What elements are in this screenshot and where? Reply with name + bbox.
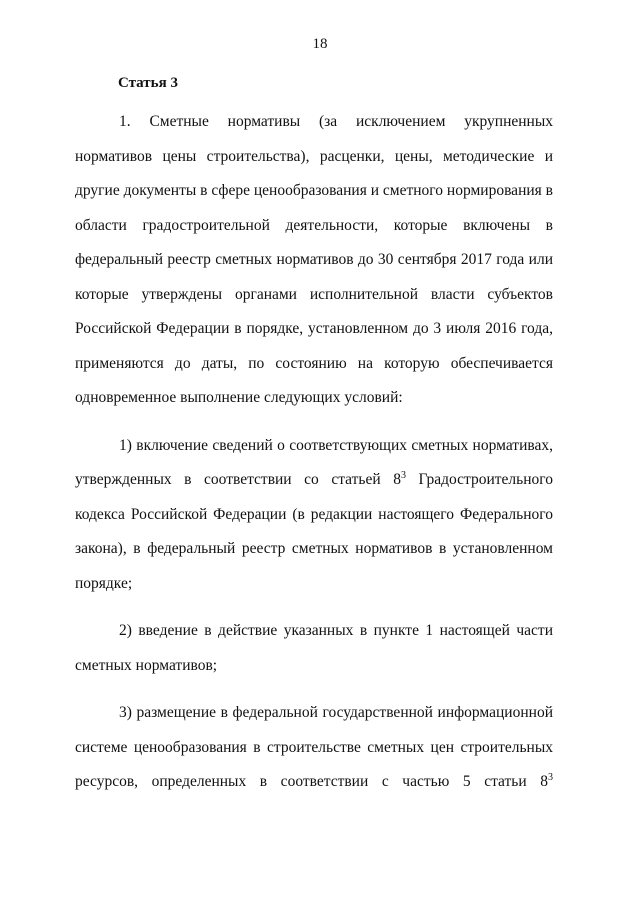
paragraph-1-text: 1. Сметные нормативы (за исключением укрупненных нормативов цены строительства), расценки, цены, методические и другие документы в сфере ценообразования и сметного нормирования в области градостроительной деятельности, которые включены в федеральный реестр сметных нормативов до 30 сентября 2017 года или которые утверждены органами исполнительной власти субъектов Российской Федерации в порядке, установленном до 3 июля 2016 года, применяются до даты, по состоянию на которую обеспечивается одновременное выполнение следующих условий: [75,113,553,406]
paragraph-item-2 [75,614,553,683]
paragraph-item-3-text: 3) размещение в федеральной государственной информационной системе ценообразования в строительстве сметных цен строительных ресурсов, определенных в соответствии с частью 5 статьи 8 [75,704,553,790]
paragraph-item-3 [75,696,553,800]
paragraph-item-2-text: 2) введение в действие указанных в пункте 1 настоящей части сметных нормативов; [75,622,553,674]
superscript-3: 3 [548,772,553,783]
paragraph-item-1 [75,429,553,602]
article-body [75,105,553,800]
paragraph-item-1-text-end: Градостроительного кодекса Российской Федерации (в редакции настоящего Федерального закона), в федеральный реестр сметных нормативов в установленном порядке; [75,471,553,592]
article-heading: Статья 3 [118,75,178,91]
page-number: 18 [312,36,328,52]
paragraph-1 [75,105,553,416]
paragraph-item-1-text-start: 1) включение сведений о соответствующих сметных нормативах, утвержденных в соответствии со статьей 8 [75,436,553,488]
superscript-3: 3 [400,470,406,481]
